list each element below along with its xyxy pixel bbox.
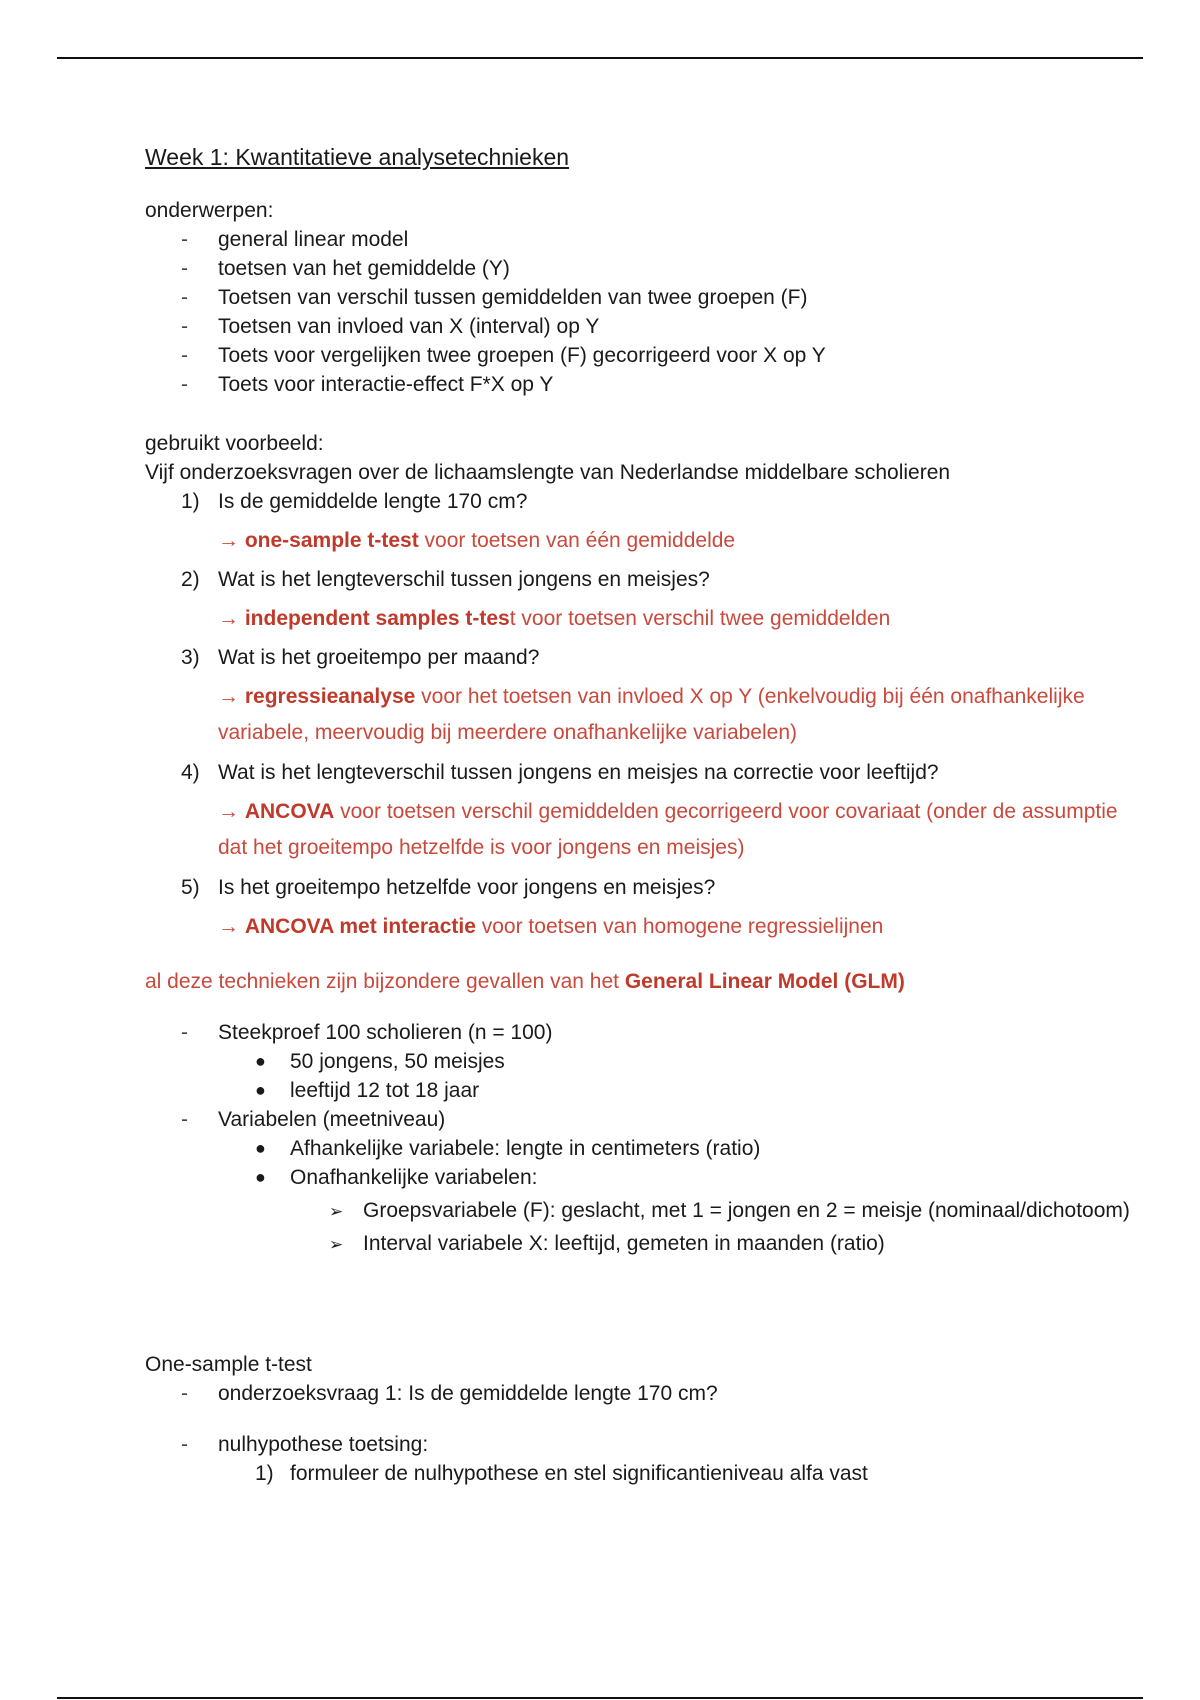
dash-bullet: - bbox=[181, 344, 188, 367]
independent-variables bbox=[145, 1196, 1145, 1258]
example-intro: Vijf onderzoeksvragen over de lichaamslengte van Nederlandse middelbare scholieren bbox=[145, 461, 951, 484]
question-item bbox=[145, 565, 1145, 637]
dot-bullet: ● bbox=[255, 1051, 266, 1071]
question-number: 2) bbox=[181, 568, 200, 591]
list-item: - Toetsen van verschil tussen gemiddelden van twee groepen (F) bbox=[145, 283, 1145, 312]
null-hypothesis-list bbox=[145, 1430, 1145, 1459]
list-item: ● leeftijd 12 tot 18 jaar bbox=[145, 1076, 1145, 1105]
question-number: 3) bbox=[181, 646, 200, 669]
dash-bullet: - bbox=[181, 315, 188, 338]
method-name: one-sample t-test bbox=[244, 529, 419, 552]
question-item bbox=[145, 873, 1145, 945]
question-item bbox=[145, 758, 1145, 866]
list-item: - onderzoeksvraag 1: Is de gemiddelde lengte 170 cm? bbox=[145, 1379, 1145, 1408]
list-item: - Toets voor interactie-effect F*X op Y bbox=[145, 370, 1145, 399]
question-number: 4) bbox=[181, 761, 200, 784]
list-item: - Toets voor vergelijken twee groepen (F) gecorrigeerd voor X op Y bbox=[145, 341, 1145, 370]
list-item: - general linear model bbox=[145, 225, 1145, 254]
method-answer: → one-sample t-test voor toetsen van één gemiddelde bbox=[218, 529, 736, 552]
list-item: - Variabelen (meetniveau) bbox=[145, 1105, 1145, 1134]
question-text: Is de gemiddelde lengte 170 cm? bbox=[218, 490, 528, 513]
variables-section bbox=[145, 1105, 1145, 1134]
example-heading: gebruikt voorbeeld: bbox=[145, 432, 324, 455]
arrow-bullet-icon: ➢ bbox=[329, 1202, 344, 1221]
question-number: 5) bbox=[181, 876, 200, 899]
dash-bullet: - bbox=[181, 228, 188, 251]
question-text: Wat is het lengteverschil tussen jongens en meisjes? bbox=[218, 568, 710, 591]
question-item bbox=[145, 487, 1145, 559]
dash-bullet: - bbox=[181, 373, 188, 396]
list-item: ➢ Groepsvariabele (F): geslacht, met 1 = jongen en 2 = meisje (nominaal/dichotoom) bbox=[145, 1196, 1145, 1225]
page-title: Week 1: Kwantitatieve analysetechnieken bbox=[145, 144, 570, 170]
topics-list bbox=[145, 225, 1145, 399]
document-body bbox=[145, 143, 1145, 1488]
method-answer: → ANCOVA voor toetsen verschil gemiddelden gecorrigeerd voor covariaat (onder de assumptie dat het groeitempo hetzelfde is voor jongens en meisjes) bbox=[218, 800, 1118, 859]
dash-bullet: - bbox=[181, 257, 188, 280]
step-item: 1) formuleer de nulhypothese en stel significantieniveau alfa vast bbox=[145, 1459, 1145, 1488]
glm-statement: al deze technieken zijn bijzondere gevallen van het General Linear Model (GLM) bbox=[145, 970, 905, 993]
method-answer: → independent samples t-test voor toetsen verschil twee gemiddelden bbox=[218, 607, 891, 630]
question-item bbox=[145, 643, 1145, 751]
step-number: 1) bbox=[255, 1462, 274, 1485]
dash-bullet: - bbox=[181, 286, 188, 309]
list-item: ● 50 jongens, 50 meisjes bbox=[145, 1047, 1145, 1076]
dot-bullet: ● bbox=[255, 1138, 266, 1158]
method-name: independent samples t-tes bbox=[244, 607, 510, 630]
list-item: - Steekproef 100 scholieren (n = 100) bbox=[145, 1018, 1145, 1047]
list-item: - nulhypothese toetsing: bbox=[145, 1430, 1145, 1459]
one-sample-list bbox=[145, 1379, 1145, 1408]
question-text: Is het groeitempo hetzelfde voor jongens en meisjes? bbox=[218, 876, 716, 899]
research-questions bbox=[145, 487, 1145, 945]
list-item: ● Afhankelijke variabele: lengte in centimeters (ratio) bbox=[145, 1134, 1145, 1163]
method-answer: → ANCOVA met interactie voor toetsen van homogene regressielijnen bbox=[218, 915, 884, 938]
one-sample-heading: One-sample t-test bbox=[145, 1353, 312, 1376]
method-name: ANCOVA bbox=[244, 800, 335, 823]
hypothesis-steps bbox=[145, 1459, 1145, 1488]
list-item: ● Onafhankelijke variabelen: bbox=[145, 1163, 1145, 1192]
header-rule bbox=[57, 57, 1143, 59]
footer-rule bbox=[57, 1697, 1143, 1699]
topics-heading: onderwerpen: bbox=[145, 199, 274, 222]
list-item: - Toetsen van invloed van X (interval) op Y bbox=[145, 312, 1145, 341]
dash-bullet: - bbox=[181, 1382, 188, 1405]
question-number: 1) bbox=[181, 490, 200, 513]
method-answer: → regressieanalyse voor het toetsen van invloed X op Y (enkelvoudig bij één onafhankelijke variabele, meervoudig bij meerdere onafhankelijke variabelen) bbox=[218, 685, 1085, 744]
question-text: Wat is het lengteverschil tussen jongens en meisjes na correctie voor leeftijd? bbox=[218, 761, 939, 784]
variables-details bbox=[145, 1134, 1145, 1192]
method-name: ANCOVA met interactie bbox=[244, 915, 476, 938]
method-name: regressieanalyse bbox=[244, 685, 416, 708]
list-item: - toetsen van het gemiddelde (Y) bbox=[145, 254, 1145, 283]
question-text: Wat is het groeitempo per maand? bbox=[218, 646, 540, 669]
arrow-bullet-icon: ➢ bbox=[329, 1235, 344, 1254]
dash-bullet: - bbox=[181, 1108, 188, 1131]
dot-bullet: ● bbox=[255, 1080, 266, 1100]
list-item: ➢ Interval variabele X: leeftijd, gemeten in maanden (ratio) bbox=[145, 1229, 1145, 1258]
dash-bullet: - bbox=[181, 1021, 188, 1044]
sample-details bbox=[145, 1047, 1145, 1105]
sample-section bbox=[145, 1018, 1145, 1047]
dash-bullet: - bbox=[181, 1433, 188, 1456]
dot-bullet: ● bbox=[255, 1167, 266, 1187]
